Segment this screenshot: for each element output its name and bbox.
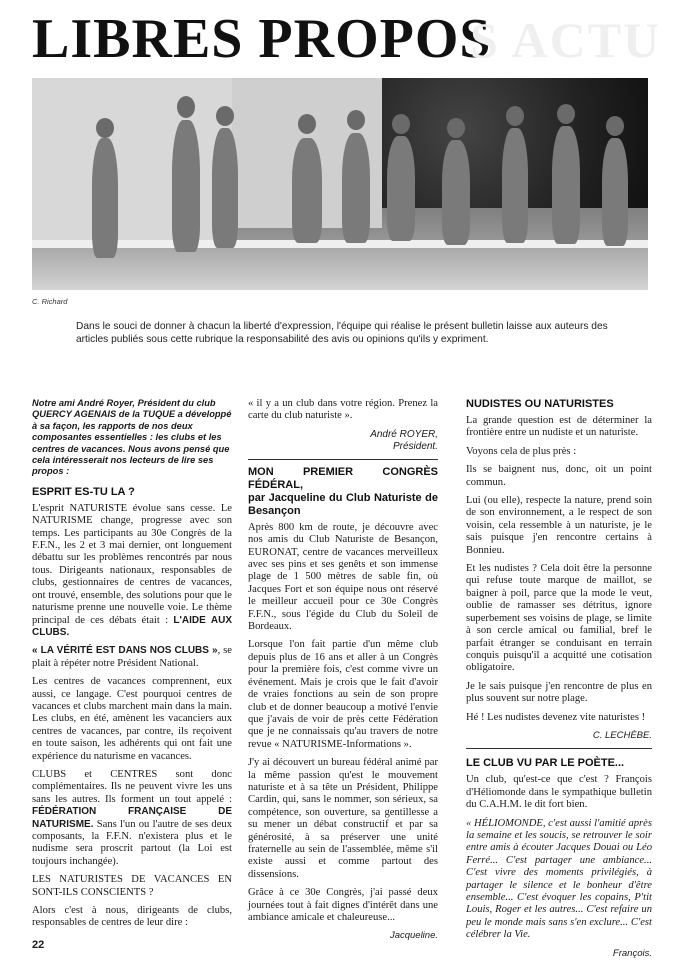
paragraph: Et les nudistes ? Cela doit être la personne qui refuse toute marque de maillot, se baigner à poil, parce que la mode le veut, oublie de ramasser ses détritus, ignore superbement ses voisins de plage, se limite à son cercle amical ou familial, bref le parfait étranger se conduisant en terrain conquis puisqu'il a acquitté une cotisation obligatoire. [466,563,652,674]
signature: C. LECHÈBE. [592,729,652,741]
paragraph: Je le sais puisque j'en rencontre de plus en plus souvent sur notre plage. [466,680,652,705]
paragraph: Voyons cela de plus près : [466,445,577,457]
page-title: LIBRES PROPOS [32,8,492,70]
signature: Jacqueline. [389,930,438,942]
paragraph: « LA VÉRITÉ EST DANS NOS CLUBS », se plait à répéter notre Président National. [32,645,233,669]
signature: François. [612,947,652,959]
paragraph: Les centres de vacances comprennent, eux aussi, ce langage. C'est pourquoi centres de vacances et clubs marchent main dans la main. Les clubs, en été, amènent les vacanciers aux centres de vacances, par contre, ils reçoivent en toute saison, les adhérents qui ont fait une expérience du naturisme en vacances. [32,676,232,762]
signature: André ROYER, Président. [370,428,438,452]
paragraph: L'esprit NATURISTE évolue sans cesse. Le NATURISME change, progresse avec son temps. Les participants au 30e Congrès de la F.F.N., les 2 et 3 mai dernier, ont longuement débattu sur les problèmes rencontrés par nous tous. Dirigeants nationaux, responsables de clubs, gestionnaires de centres de vacances, ont trouvé, ensemble, des solutions pour que le naturisme prenne une nouvelle voie. Le thème principal de ces débats était : L'AIDE AUX CLUBS. [32,502,233,638]
paragraph: Un club, qu'est-ce que c'est ? François d'Héliomonde dans le sympathique bulletin du C.A.H.M. le dit fort bien. [466,774,652,811]
page-number: 22 [32,939,45,951]
paragraph: Lorsque l'on fait partie d'un même club depuis plus de 16 ans et aller à un Congrès pour la première fois, c'est comme vivre un événement. Mais je crois que le fait d'avoir de vraies fonctions au sein de son propre club et de donner beaucoup a motivé l'envie que j'avais de voir de près cette Fédération que je ne connaissais qu'au travers de notre revue « NATURISME-Informations ». [248,639,438,750]
paragraph: Alors c'est à nous, dirigeants de clubs, responsables de centres de leur dire : [32,905,232,929]
paragraph: Grâce à ce 30e Congrès, j'ai passé deux journées tout à fait dignes d'intérêt dans une ambiance amicale et chaleureuse... [248,887,438,923]
paragraph: « HÉLIOMONDE, c'est aussi l'amitié après la semaine et les soucis, se retrouver le soir entre amis à écouter Jacques Douai ou Léo Ferré... C'est partager une ambiance... C'est vivre des moments privilégiés, à partager le silence et le bonheur d'être ensemble... C'est évoquer les copains, P'tit Louis, Roger et les autres... C'est refaire un peu le monde mais sans s'en exclure... C'est célébrer la Vie. [466,817,652,941]
section-heading: MON PREMIER CONGRÈS FÉDÉRAL, [248,465,438,491]
column-1 [32,398,232,936]
section-heading: LE CLUB VU PAR LE POÈTE... [466,757,625,770]
section-heading: ESPRIT ES-TU LA ? [32,485,135,498]
paragraph: Hé ! Les nudistes devenez vite naturistes ! [466,711,646,723]
divider [466,748,652,749]
paragraph: LES NATURISTES DE VACANCES EN SONT-ILS CONSCIENTS ? [32,874,232,898]
paragraph: La grande question est de déterminer la frontière entre un nudiste et un naturiste. [466,415,652,439]
section-heading: NUDISTES OU NATURISTES [466,398,614,410]
group-photo [32,78,648,290]
lead-paragraph: Notre ami André Royer, Président du club QUERCY AGENAIS de la TUQUE a développé à sa façon, les rapports de nos deux composantes essentielles : les clubs et les centres de vacances. Nous avons pensé que cela intéresserait nos lecteurs de lire ses propos : [32,398,232,477]
paragraph: J'y ai découvert un bureau fédéral animé par la même passion qu'est le mouvement naturiste et à sa tête un Président, Philippe Cardin, qui, sans le nommer, son sérieux, sa compétence, son ouverture, sa gentillesse a su mener un débat constructif et par sa générosité, à sa préserver une unité fraternelle au sein de l'assemblée, même s'il existe aussi et comme partout des dissensions. [248,757,438,880]
column-2 [248,398,438,949]
paragraph: « il y a un club dans votre région. Prenez la carte du club naturiste ». [248,398,438,422]
paragraph: CLUBS et CENTRES sont donc complémentaires. Ils ne peuvent vivre les uns sans les autres. Ils forment un tout appelé : FÉDÉRATION FRANÇAISE DE NATURISME. Sans l'un ou l'autre de ses deux composants, la F.F.N. n'existera plus et le nudisme sera proscrit partout (la Loi est toujours inchangée). [32,768,232,867]
photo-credit: C. Richard [32,297,68,306]
column-3 [466,398,652,966]
show-through-text: S ACTU [470,12,662,68]
divider [248,459,438,460]
paragraph: Après 800 km de route, je découvre avec nos amis du Club Naturiste de Besançon, EURONAT, centre de vacances merveilleux avec ses pins et ses genêts et son immense plage de 1 500 mètres de sable fin, où Jacques Fort et son équipe nous ont réservé le meilleur accueil pour ce 30e Congrès F.F.N., sous l'égide du Club du Soleil de Bordeaux. [248,521,438,633]
intro-text: Dans le souci de donner à chacun la liberté d'expression, l'équipe qui réalise le présent bulletin laisse aux auteurs des articles publiés sous cette rubrique la responsabilité des avis ou opinions qu'ils y expriment. [76,321,608,345]
section-subheading: par Jacqueline du Club Naturiste de Besançon [248,491,438,517]
paragraph: Ils se baignent nus, donc, oit un point commun. [466,464,652,488]
paragraph: Lui (ou elle), respecte la nature, prend soin de son environnement, a le respect de son voisin, cela ressemble à un naturiste, je le sais puisque j'en rencontre certains à Bonnieu. [466,495,652,556]
